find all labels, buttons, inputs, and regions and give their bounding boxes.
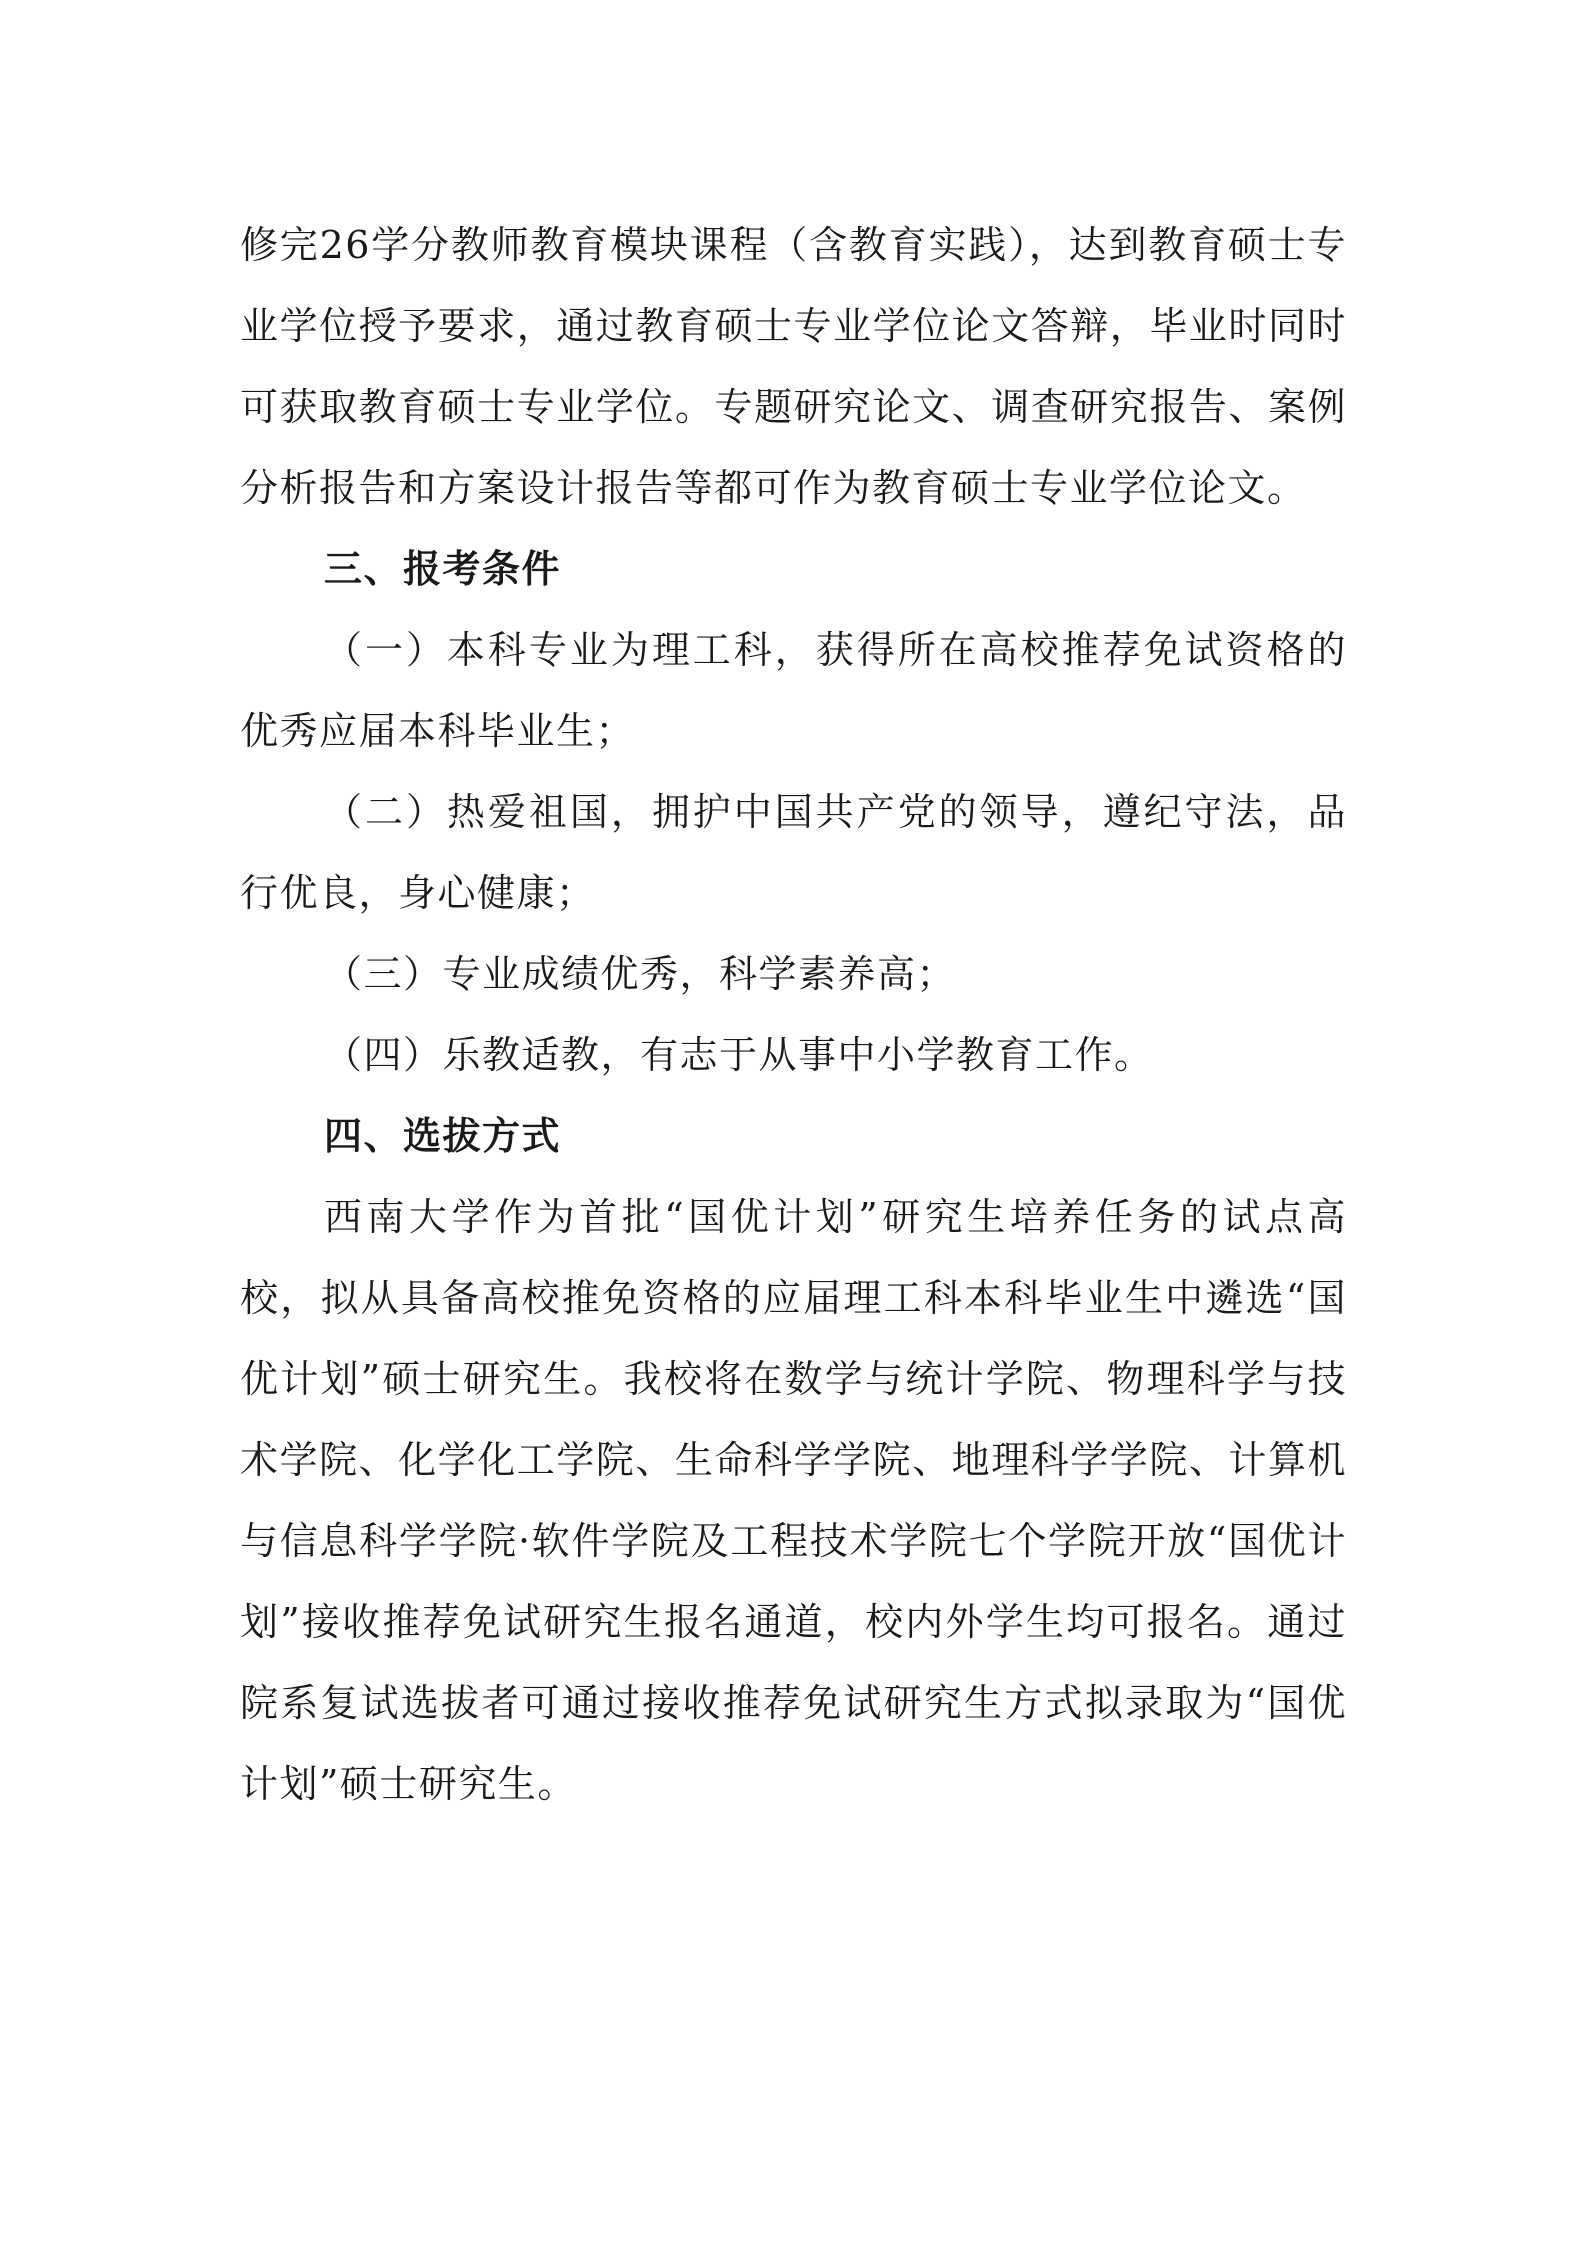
eligibility-item: （四）乐教适教，有志于从事中小学教育工作。: [324, 1033, 1154, 1077]
eligibility-item: （二）热爱祖国，拥护中国共产党的领导，遵纪守法，品行优良，身心健康；: [240, 790, 1347, 915]
eligibility-item: （三）专业成绩优秀，科学素养高；: [324, 952, 957, 996]
continuation-paragraph: 修完26学分教师教育模块课程（含教育实践），达到教育硕士专业学位授予要求，通过教育硕士专业学位论文答辩，毕业时同时可获取教育硕士专业学位。专题研究论文、调查研究报告、案例分析报告和方案设计报告等都可作为教育硕士专业学位论文。: [240, 223, 1347, 510]
document-body: [240, 205, 1347, 1825]
eligibility-item: （一）本科专业为理工科，获得所在高校推荐免试资格的优秀应届本科毕业生；: [240, 628, 1347, 753]
section-heading-selection: 四、选拔方式: [324, 1114, 562, 1158]
section-heading-eligibility: 三、报考条件: [324, 547, 562, 591]
selection-paragraph: 西南大学作为首批“国优计划”研究生培养任务的试点高校，拟从具备高校推免资格的应届理工科本科毕业生中遴选“国优计划”硕士研究生。我校将在数学与统计学院、物理科学与技术学院、化学化工学院、生命科学学院、地理科学学院、计算机与信息科学学院·软件学院及工程技术学院七个学院开放“国优计划”接收推荐免试研究生报名通道，校内外学生均可报名。通过院系复试选拔者可通过接收推荐免试研究生方式拟录取为“国优计划”硕士研究生。: [240, 1195, 1347, 1806]
